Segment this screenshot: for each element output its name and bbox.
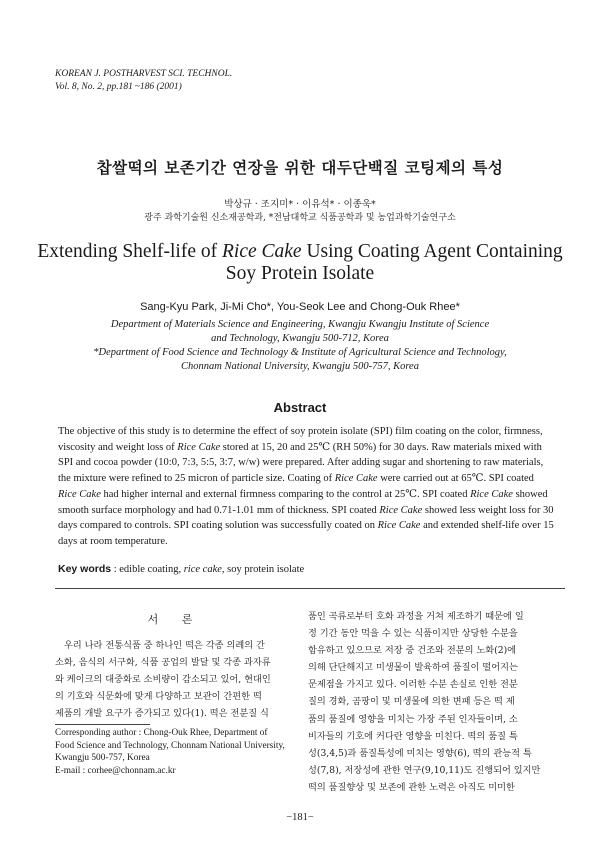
korean-title: 찹쌀떡의 보존기간 연장을 위한 대두단백질 코팅제의 특성 bbox=[96, 159, 504, 177]
abstract-line: viscosity and weight loss of Rice Cake stored at 15, 20 and 25℃ (RH 50%) for 30 days. Raw materials mixed with bbox=[58, 441, 542, 453]
english-affiliation bbox=[0, 318, 600, 374]
body-line: 우리 나라 전통식품 중 하나인 떡은 각종 의례의 간 bbox=[64, 640, 265, 651]
abstract-line: the mixture were refined to 25 micron of particle size. Coating of Rice Cake were carried out at 65℃. SPI coated bbox=[58, 473, 534, 485]
body-line: 제품의 개발 요구가 증가되고 있다(1). 떡은 전분질 식 bbox=[55, 708, 269, 720]
body-line: 와 케이크의 대중화로 소비량이 감소되고 있어, 현대인 bbox=[55, 674, 271, 686]
footnote-line: E-mail : corhee@chonnam.ac.kr bbox=[55, 765, 176, 776]
abstract-line: The objective of this study is to determine the effect of soy protein isolate (SPI) film coating on the color, firmness, bbox=[58, 426, 543, 437]
keywords bbox=[58, 563, 304, 575]
body-line: 비자들의 기호에 커다란 영향을 미친다. 떡의 품질 특 bbox=[308, 730, 518, 742]
keywords-list: : edible coating, rice cake, soy protein isolate bbox=[111, 564, 305, 575]
introduction-left-column bbox=[55, 637, 295, 722]
journal-name: KOREAN J. POSTHARVEST SCI. TECHNOL. bbox=[55, 69, 233, 79]
abstract-body bbox=[58, 424, 558, 550]
body-line: 문제점을 가지고 있다. 이러한 수분 손실로 인한 전분 bbox=[308, 679, 518, 691]
abstract-heading: Abstract bbox=[273, 400, 327, 415]
english-title-line-2: Soy Protein Isolate bbox=[225, 263, 375, 284]
abstract-line: days compared to controls. SPI coating solution was successfully coated on Rice Cake and extended shelf-life over 15 bbox=[58, 520, 554, 532]
affiliation-line: Department of Materials Science and Engineering, Kwangju Kwangju Institute of Science bbox=[110, 319, 490, 330]
body-line: 함유하고 있으므로 저장 중 건조와 전분의 노화(2)에 bbox=[308, 645, 517, 657]
english-title bbox=[0, 241, 600, 285]
body-line: 떡의 품질향상 및 보존에 관한 노력은 아직도 미미한 bbox=[308, 781, 515, 793]
section-divider bbox=[55, 588, 565, 589]
abstract-line: Rice Cake had higher internal and external firmness comparing to the control at 25℃. SPI coated Rice Cake showed bbox=[58, 488, 548, 500]
keywords-label: Key words bbox=[58, 563, 112, 575]
body-line: 성(3,4,5)과 품질특성에 미치는 영향(6), 떡의 관능적 특 bbox=[308, 747, 532, 759]
english-authors: Sang-Kyu Park, Ji-Mi Cho*, You-Seok Lee and Chong-Ouk Rhee* bbox=[140, 301, 460, 313]
body-line: 의해 단단해지고 미생물이 발육하여 품질이 떨어지는 bbox=[308, 662, 518, 674]
introduction-heading: 서 론 bbox=[147, 613, 203, 626]
journal-header bbox=[55, 68, 232, 94]
body-line: 의 기호와 식문화에 맞게 다양하고 보관이 간편한 떡 bbox=[55, 691, 262, 703]
affiliation-line: *Department of Food Science and Technology & Institute of Agricultural Science and Technology, bbox=[93, 347, 507, 358]
korean-authors: 박상규 · 조지미* · 이유석* · 이종욱* bbox=[224, 199, 376, 210]
abstract-line: days at room temperature. bbox=[58, 535, 168, 547]
affiliation-line: Chonnam National University, Kwangju 500-757, Korea bbox=[181, 361, 419, 372]
affiliation-line: and Technology, Kwangju 500-712, Korea bbox=[211, 333, 389, 344]
korean-affiliation: 광주 과학기술원 신소재공학과, *전남대학교 식품공학과 및 농업과학기술연구소 bbox=[144, 213, 456, 223]
footnote-line: Kwangju 500-757, Korea bbox=[55, 753, 150, 763]
body-line: 성(7,8), 저장성에 관한 연구(9,10,11)도 진행되어 있지만 bbox=[308, 764, 541, 776]
introduction-right-column bbox=[308, 608, 570, 796]
footnote-line: Food Science and Technology, Chonnam National University, bbox=[55, 740, 285, 751]
journal-volume: Vol. 8, No. 2, pp.181 ~186 (2001) bbox=[55, 82, 182, 92]
page-number: −181− bbox=[286, 812, 314, 823]
abstract-line: SPI and cocoa powder (10:0, 7:3, 5:5, 3:7, w/w) were prepared. After adding sugar and shortening to raw materials, bbox=[58, 457, 544, 469]
body-line: 질의 경화, 곰팡이 및 미생물에 의한 변패 등은 떡 제 bbox=[308, 696, 515, 708]
english-title-line-1: Extending Shelf-life of Rice Cake Using Coating Agent Containing bbox=[37, 241, 563, 262]
body-line: 품인 곡류로부터 호화 과정을 거쳐 제조하기 때문에 일 bbox=[308, 611, 524, 622]
footnote-divider bbox=[55, 724, 150, 725]
body-line: 품의 품질에 영향을 미치는 가장 주된 인자들이며, 소 bbox=[308, 713, 518, 725]
body-line: 정 기간 동안 먹을 수 있는 식품이지만 상당한 수분을 bbox=[308, 628, 518, 640]
abstract-line: smooth surface morphology and had 0.71-1.01 mm of thickness. SPI coated Rice Cake showed less weight loss for 30 bbox=[58, 504, 554, 516]
corresponding-author-footnote bbox=[55, 727, 305, 777]
body-line: 소화, 음식의 서구화, 식품 공업의 발달 및 각종 과자류 bbox=[55, 657, 271, 669]
footnote-line: Corresponding author : Chong-Ouk Rhee, Department of bbox=[55, 728, 268, 738]
